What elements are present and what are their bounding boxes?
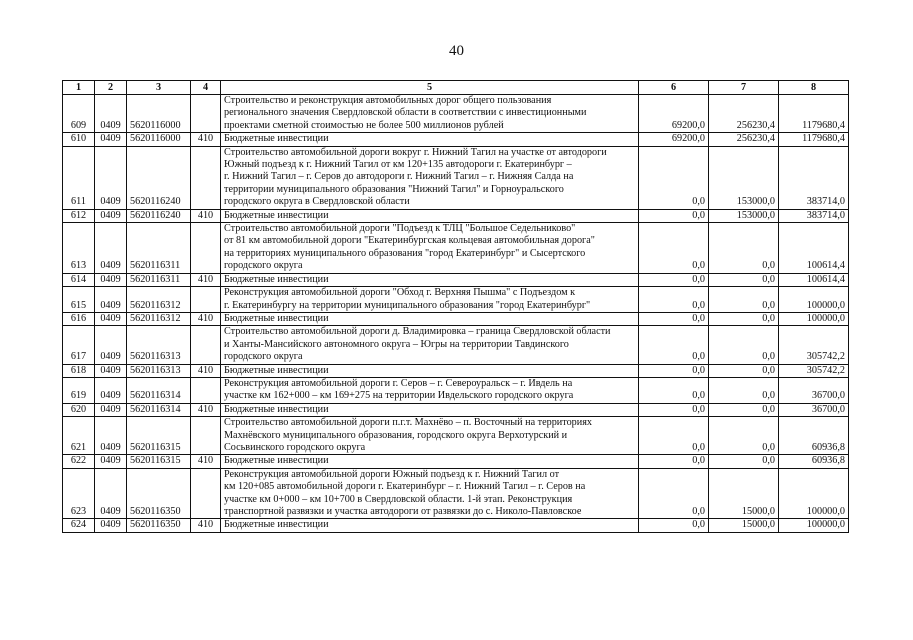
row-number: 614: [63, 273, 95, 286]
value-col-8: 383714,0: [779, 146, 849, 209]
value-col-6: 0,0: [639, 403, 709, 416]
section-code: 0409: [95, 326, 127, 364]
table-row: [63, 468, 849, 519]
section-code: 0409: [95, 312, 127, 325]
row-number: 611: [63, 146, 95, 209]
target-code: 5620116311: [127, 273, 191, 286]
value-col-7: 0,0: [709, 312, 779, 325]
value-col-8: 100000,0: [779, 468, 849, 519]
table-row: [63, 455, 849, 468]
section-code: 0409: [95, 223, 127, 274]
budget-table: [62, 80, 849, 533]
value-col-7: 0,0: [709, 273, 779, 286]
table-row: [63, 223, 849, 274]
row-number: 622: [63, 455, 95, 468]
section-code: 0409: [95, 377, 127, 403]
table-row: [63, 403, 849, 416]
value-col-8: 60936,8: [779, 455, 849, 468]
header-col-2: 2: [95, 81, 127, 95]
value-col-7: 0,0: [709, 455, 779, 468]
value-col-6: 0,0: [639, 273, 709, 286]
table-row: [63, 417, 849, 455]
item-name: Бюджетные инвестиции: [221, 455, 639, 468]
header-col-6: 6: [639, 81, 709, 95]
header-row: [63, 81, 849, 95]
expense-type-code: 410: [191, 455, 221, 468]
value-col-8: 100614,4: [779, 273, 849, 286]
target-code: 5620116314: [127, 403, 191, 416]
value-col-6: 0,0: [639, 287, 709, 313]
expense-type-code: 410: [191, 403, 221, 416]
value-col-6: 0,0: [639, 326, 709, 364]
value-col-8: 305742,2: [779, 326, 849, 364]
item-name: Бюджетные инвестиции: [221, 209, 639, 222]
item-name: Бюджетные инвестиции: [221, 312, 639, 325]
value-col-6: 0,0: [639, 364, 709, 377]
item-name: Строительство автомобильной дороги п.г.т. Махнёво – п. Восточный на территориях Махнёвского муниципального образования, городского округа Верхотурский и Сосьвинского городского округа: [221, 417, 639, 455]
item-name: Реконструкция автомобильной дороги "Обход г. Верхняя Пышма" с Подъездом к г. Екатеринбургу на территории муниципального образования "город Екатеринбург": [221, 287, 639, 313]
row-number: 617: [63, 326, 95, 364]
item-name: Бюджетные инвестиции: [221, 403, 639, 416]
row-number: 615: [63, 287, 95, 313]
value-col-7: 153000,0: [709, 146, 779, 209]
value-col-6: 0,0: [639, 377, 709, 403]
value-col-7: 0,0: [709, 364, 779, 377]
section-code: 0409: [95, 417, 127, 455]
header-col-3: 3: [127, 81, 191, 95]
table-row: [63, 287, 849, 313]
row-number: 609: [63, 95, 95, 133]
target-code: 5620116350: [127, 468, 191, 519]
expense-type-code: 410: [191, 209, 221, 222]
header-col-5: 5: [221, 81, 639, 95]
value-col-7: 0,0: [709, 403, 779, 416]
section-code: 0409: [95, 364, 127, 377]
table-row: [63, 326, 849, 364]
row-number: 618: [63, 364, 95, 377]
value-col-6: 0,0: [639, 223, 709, 274]
value-col-8: 100614,4: [779, 223, 849, 274]
expense-type-code: 410: [191, 364, 221, 377]
row-number: 616: [63, 312, 95, 325]
item-name: Строительство автомобильной дороги д. Владимировка – граница Свердловской области и Ханты-Мансийского автономного округа – Югры на территории Тавдинского городского округа: [221, 326, 639, 364]
item-name: Реконструкция автомобильной дороги г. Серов – г. Североуральск – г. Ивдель на участке км 162+000 – км 169+275 на территории Ивдельского городского округа: [221, 377, 639, 403]
value-col-8: 36700,0: [779, 377, 849, 403]
expense-type-code: 410: [191, 133, 221, 146]
table-row: [63, 377, 849, 403]
section-code: 0409: [95, 519, 127, 532]
item-name: Строительство и реконструкция автомобильных дорог общего пользования регионального значения Свердловской области в соответствии с инвестиционными проектами сметной стоимостью не более 500 миллионов рублей: [221, 95, 639, 133]
value-col-6: 69200,0: [639, 95, 709, 133]
section-code: 0409: [95, 273, 127, 286]
section-code: 0409: [95, 146, 127, 209]
item-name: Строительство автомобильной дороги вокруг г. Нижний Тагил на участке от автодороги Южный подъезд к г. Нижний Тагил от км 120+135 автодороги г. Екатеринбург – г. Нижний Тагил – г. Серов до автодороги г. Нижний Тагил – г. Нижняя Салда на территории муниципального образования "Нижний Тагил" и Горноуральского городского округа в Свердловской области: [221, 146, 639, 209]
item-name: Бюджетные инвестиции: [221, 519, 639, 532]
value-col-6: 0,0: [639, 312, 709, 325]
expense-type-code: [191, 326, 221, 364]
target-code: 5620116000: [127, 95, 191, 133]
expense-type-code: [191, 95, 221, 133]
row-number: 620: [63, 403, 95, 416]
value-col-6: 69200,0: [639, 133, 709, 146]
expense-type-code: [191, 223, 221, 274]
table-row: [63, 133, 849, 146]
value-col-7: 153000,0: [709, 209, 779, 222]
value-col-8: 100000,0: [779, 519, 849, 532]
target-code: 5620116313: [127, 364, 191, 377]
section-code: 0409: [95, 287, 127, 313]
row-number: 621: [63, 417, 95, 455]
value-col-8: 1179680,4: [779, 95, 849, 133]
row-number: 619: [63, 377, 95, 403]
value-col-6: 0,0: [639, 417, 709, 455]
value-col-7: 256230,4: [709, 133, 779, 146]
item-name: Бюджетные инвестиции: [221, 273, 639, 286]
row-number: 613: [63, 223, 95, 274]
table-row: [63, 312, 849, 325]
value-col-6: 0,0: [639, 146, 709, 209]
target-code: 5620116240: [127, 209, 191, 222]
section-code: 0409: [95, 209, 127, 222]
row-number: 612: [63, 209, 95, 222]
header-col-7: 7: [709, 81, 779, 95]
row-number: 623: [63, 468, 95, 519]
value-col-6: 0,0: [639, 468, 709, 519]
value-col-6: 0,0: [639, 455, 709, 468]
value-col-7: 0,0: [709, 223, 779, 274]
section-code: 0409: [95, 133, 127, 146]
expense-type-code: [191, 146, 221, 209]
item-name: Бюджетные инвестиции: [221, 364, 639, 377]
target-code: 5620116311: [127, 223, 191, 274]
section-code: 0409: [95, 455, 127, 468]
value-col-8: 100000,0: [779, 312, 849, 325]
value-col-7: 0,0: [709, 326, 779, 364]
value-col-8: 100000,0: [779, 287, 849, 313]
value-col-8: 1179680,4: [779, 133, 849, 146]
target-code: 5620116315: [127, 455, 191, 468]
value-col-8: 60936,8: [779, 417, 849, 455]
value-col-7: 0,0: [709, 287, 779, 313]
table-row: [63, 209, 849, 222]
target-code: 5620116312: [127, 312, 191, 325]
value-col-7: 0,0: [709, 417, 779, 455]
expense-type-code: [191, 377, 221, 403]
section-code: 0409: [95, 468, 127, 519]
expense-type-code: 410: [191, 273, 221, 286]
expense-type-code: [191, 417, 221, 455]
header-col-1: 1: [63, 81, 95, 95]
target-code: 5620116350: [127, 519, 191, 532]
value-col-8: 383714,0: [779, 209, 849, 222]
header-col-4: 4: [191, 81, 221, 95]
value-col-7: 256230,4: [709, 95, 779, 133]
target-code: 5620116312: [127, 287, 191, 313]
value-col-7: 15000,0: [709, 519, 779, 532]
page-number: 40: [449, 43, 464, 59]
target-code: 5620116000: [127, 133, 191, 146]
value-col-7: 15000,0: [709, 468, 779, 519]
target-code: 5620116313: [127, 326, 191, 364]
table-row: [63, 519, 849, 532]
item-name: Строительство автомобильной дороги "Подъезд к ТЛЦ "Большое Седельниково" от 81 км автомобильной дороги "Екатеринбургская кольцевая автомобильная дорога" на территориях муниципального образования "город Екатеринбург" и Сысертского городского округа: [221, 223, 639, 274]
target-code: 5620116315: [127, 417, 191, 455]
target-code: 5620116240: [127, 146, 191, 209]
value-col-8: 305742,2: [779, 364, 849, 377]
table-row: [63, 95, 849, 133]
expense-type-code: [191, 287, 221, 313]
table-row: [63, 364, 849, 377]
section-code: 0409: [95, 403, 127, 416]
expense-type-code: 410: [191, 519, 221, 532]
value-col-6: 0,0: [639, 519, 709, 532]
row-number: 610: [63, 133, 95, 146]
value-col-8: 36700,0: [779, 403, 849, 416]
value-col-7: 0,0: [709, 377, 779, 403]
value-col-6: 0,0: [639, 209, 709, 222]
item-name: Реконструкция автомобильной дороги Южный подъезд к г. Нижний Тагил от км 120+085 автомобильной дороги г. Екатеринбург – г. Нижний Тагил – г. Серов на участке км 0+000 – км 10+700 в Свердловской области. 1-й этап. Реконструкция транспортной развязки и участка автодороги от развязки до с. Николо-Павловское: [221, 468, 639, 519]
row-number: 624: [63, 519, 95, 532]
header-col-8: 8: [779, 81, 849, 95]
expense-type-code: [191, 468, 221, 519]
target-code: 5620116314: [127, 377, 191, 403]
table-row: [63, 273, 849, 286]
section-code: 0409: [95, 95, 127, 133]
item-name: Бюджетные инвестиции: [221, 133, 639, 146]
table-row: [63, 146, 849, 209]
expense-type-code: 410: [191, 312, 221, 325]
